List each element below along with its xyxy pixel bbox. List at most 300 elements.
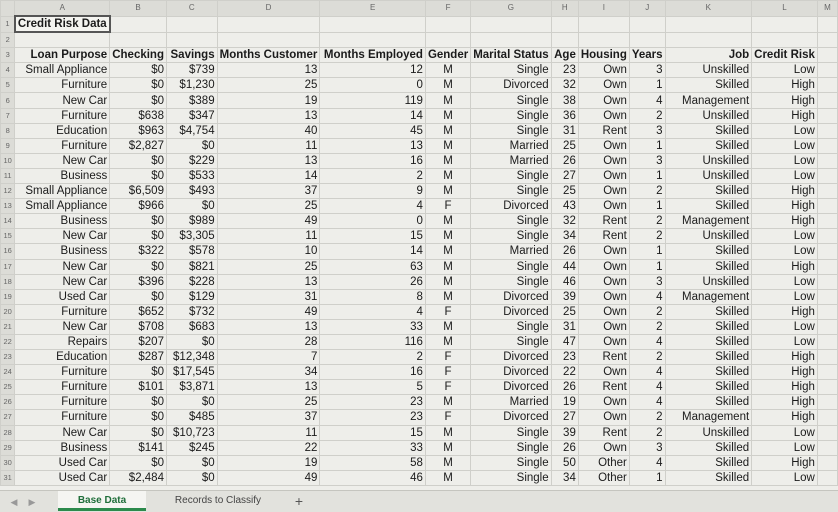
row-number[interactable]: 31 [1,470,15,485]
cell-age[interactable]: 26 [551,440,578,455]
cell-savings[interactable]: $739 [166,63,217,78]
cell-months-employed[interactable]: 33 [320,440,426,455]
cell-age[interactable]: 25 [551,184,578,199]
cell-marital-status[interactable]: Single [471,184,551,199]
cell-age[interactable]: 39 [551,425,578,440]
cell-savings[interactable]: $229 [166,153,217,168]
cell[interactable] [817,304,837,319]
cell-marital-status[interactable]: Single [471,168,551,183]
cell-years[interactable]: 2 [629,304,665,319]
cell-months-employed[interactable]: 116 [320,334,426,349]
cell-gender[interactable]: M [425,153,470,168]
header-cell[interactable]: Years [629,48,665,63]
column-header[interactable]: K [665,1,752,17]
cell-savings[interactable]: $683 [166,319,217,334]
cell-job[interactable]: Skilled [665,123,752,138]
cell-years[interactable]: 1 [629,199,665,214]
cell-gender[interactable]: F [425,350,470,365]
header-cell[interactable]: Credit Risk [752,48,818,63]
cell-age[interactable]: 25 [551,304,578,319]
cell[interactable] [320,32,426,48]
cell-savings[interactable]: $821 [166,259,217,274]
cell-marital-status[interactable]: Married [471,244,551,259]
cell-loan-purpose[interactable]: New Car [15,319,110,334]
header-cell[interactable]: Marital Status [471,48,551,63]
cell-job[interactable]: Skilled [665,244,752,259]
cell-credit-risk[interactable]: High [752,380,818,395]
cell-gender[interactable]: F [425,199,470,214]
cell-months-employed[interactable]: 16 [320,153,426,168]
cell-months-customer[interactable]: 13 [217,108,320,123]
cell-marital-status[interactable]: Divorced [471,199,551,214]
row-number[interactable]: 25 [1,380,15,395]
cell[interactable] [817,153,837,168]
cell-loan-purpose[interactable]: New Car [15,274,110,289]
cell-months-customer[interactable]: 13 [217,380,320,395]
cell-savings[interactable]: $10,723 [166,425,217,440]
cell-months-employed[interactable]: 119 [320,93,426,108]
cell-years[interactable]: 1 [629,259,665,274]
cell-marital-status[interactable]: Single [471,108,551,123]
cell-months-customer[interactable]: 13 [217,63,320,78]
cell-marital-status[interactable]: Divorced [471,350,551,365]
cell-months-customer[interactable]: 19 [217,93,320,108]
cell-job[interactable]: Unskilled [665,63,752,78]
cell-checking[interactable]: $2,484 [110,470,167,485]
cell-years[interactable]: 1 [629,244,665,259]
cell-loan-purpose[interactable]: Education [15,123,110,138]
cell-checking[interactable]: $963 [110,123,167,138]
cell-housing[interactable]: Own [578,319,629,334]
cell-savings[interactable]: $228 [166,274,217,289]
cell-housing[interactable]: Own [578,410,629,425]
cell-gender[interactable]: M [425,455,470,470]
cell-months-employed[interactable]: 2 [320,350,426,365]
cell-housing[interactable]: Rent [578,229,629,244]
cell-savings[interactable]: $0 [166,395,217,410]
cell-checking[interactable]: $0 [110,395,167,410]
cell-gender[interactable]: M [425,470,470,485]
cell-job[interactable]: Skilled [665,138,752,153]
row-number[interactable]: 15 [1,229,15,244]
cell-months-employed[interactable]: 14 [320,108,426,123]
cell-savings[interactable]: $485 [166,410,217,425]
cell-job[interactable]: Skilled [665,380,752,395]
cell-credit-risk[interactable]: High [752,350,818,365]
row-number[interactable]: 24 [1,365,15,380]
cell-savings[interactable]: $0 [166,334,217,349]
cell-marital-status[interactable]: Single [471,93,551,108]
cell[interactable] [471,32,551,48]
cell[interactable] [217,16,320,32]
cell-marital-status[interactable]: Divorced [471,304,551,319]
header-cell[interactable]: Age [551,48,578,63]
row-number[interactable]: 28 [1,425,15,440]
cell-housing[interactable]: Other [578,470,629,485]
cell-age[interactable]: 25 [551,138,578,153]
header-cell[interactable]: Housing [578,48,629,63]
cell-loan-purpose[interactable]: Repairs [15,334,110,349]
cell-months-employed[interactable]: 0 [320,214,426,229]
row-number[interactable]: 23 [1,350,15,365]
cell[interactable] [551,32,578,48]
cell-job[interactable]: Unskilled [665,168,752,183]
cell-savings[interactable]: $3,871 [166,380,217,395]
cell-marital-status[interactable]: Divorced [471,380,551,395]
cell-marital-status[interactable]: Single [471,63,551,78]
cell[interactable] [425,32,470,48]
cell-job[interactable]: Skilled [665,365,752,380]
cell[interactable] [817,78,837,93]
select-all-corner[interactable] [1,1,15,17]
cell-age[interactable]: 26 [551,380,578,395]
cell-savings[interactable]: $1,230 [166,78,217,93]
cell-gender[interactable]: M [425,440,470,455]
cell-housing[interactable]: Own [578,274,629,289]
header-cell[interactable]: Loan Purpose [15,48,110,63]
cell-years[interactable]: 1 [629,138,665,153]
cell[interactable] [817,425,837,440]
cell[interactable] [110,16,167,32]
cell[interactable] [817,108,837,123]
sheet-title-cell[interactable]: Credit Risk Data [15,16,110,32]
cell-credit-risk[interactable]: Low [752,229,818,244]
cell-housing[interactable]: Rent [578,123,629,138]
cell[interactable] [110,32,167,48]
cell-housing[interactable]: Rent [578,380,629,395]
cell-housing[interactable]: Own [578,184,629,199]
cell-months-employed[interactable]: 46 [320,470,426,485]
cell-credit-risk[interactable]: Low [752,168,818,183]
cell-age[interactable]: 36 [551,108,578,123]
cell-gender[interactable]: M [425,168,470,183]
row-number[interactable]: 6 [1,93,15,108]
row-number[interactable]: 22 [1,334,15,349]
cell-savings[interactable]: $0 [166,138,217,153]
cell-age[interactable]: 34 [551,470,578,485]
cell-age[interactable]: 32 [551,78,578,93]
cell-job[interactable]: Skilled [665,334,752,349]
cell-gender[interactable]: M [425,184,470,199]
cell-years[interactable]: 4 [629,455,665,470]
cell[interactable] [578,32,629,48]
cell-checking[interactable]: $0 [110,410,167,425]
cell-months-employed[interactable]: 4 [320,304,426,319]
cell-age[interactable]: 31 [551,319,578,334]
column-header[interactable]: E [320,1,426,17]
cell-credit-risk[interactable]: Low [752,63,818,78]
cell-loan-purpose[interactable]: Furniture [15,138,110,153]
cell-marital-status[interactable]: Single [471,123,551,138]
cell-job[interactable]: Skilled [665,259,752,274]
cell-loan-purpose[interactable]: Business [15,168,110,183]
cell-checking[interactable]: $141 [110,440,167,455]
cell[interactable] [817,274,837,289]
cell-housing[interactable]: Rent [578,425,629,440]
cell-age[interactable]: 47 [551,334,578,349]
cell-marital-status[interactable]: Single [471,334,551,349]
cell[interactable] [320,16,426,32]
cell-job[interactable]: Skilled [665,395,752,410]
cell-credit-risk[interactable]: Low [752,319,818,334]
cell-marital-status[interactable]: Single [471,214,551,229]
cell-credit-risk[interactable]: Low [752,425,818,440]
row-number[interactable]: 13 [1,199,15,214]
cell-age[interactable]: 43 [551,199,578,214]
row-number[interactable]: 27 [1,410,15,425]
cell-gender[interactable]: M [425,274,470,289]
cell-checking[interactable]: $396 [110,274,167,289]
cell-months-customer[interactable]: 7 [217,350,320,365]
cell-housing[interactable]: Own [578,78,629,93]
cell-months-employed[interactable]: 58 [320,455,426,470]
cell-savings[interactable]: $12,348 [166,350,217,365]
row-number[interactable]: 5 [1,78,15,93]
cell-age[interactable]: 26 [551,244,578,259]
cell-months-customer[interactable]: 11 [217,138,320,153]
cell-savings[interactable]: $0 [166,199,217,214]
cell-savings[interactable]: $0 [166,455,217,470]
header-cell[interactable]: Months Employed [320,48,426,63]
cell-years[interactable]: 2 [629,425,665,440]
row-number[interactable]: 16 [1,244,15,259]
cell[interactable] [817,319,837,334]
cell-marital-status[interactable]: Single [471,259,551,274]
cell-checking[interactable]: $0 [110,455,167,470]
cell-credit-risk[interactable]: Low [752,138,818,153]
cell-months-customer[interactable]: 49 [217,470,320,485]
cell-months-customer[interactable]: 19 [217,455,320,470]
cell-months-employed[interactable]: 15 [320,229,426,244]
cell[interactable] [665,16,752,32]
cell-age[interactable]: 23 [551,63,578,78]
cell-checking[interactable]: $966 [110,199,167,214]
cell-credit-risk[interactable]: Low [752,440,818,455]
cell[interactable] [817,455,837,470]
cell[interactable] [752,32,818,48]
cell-marital-status[interactable]: Married [471,395,551,410]
cell-loan-purpose[interactable]: Used Car [15,470,110,485]
cell[interactable] [817,259,837,274]
cell-months-customer[interactable]: 31 [217,289,320,304]
cell-years[interactable]: 2 [629,229,665,244]
cell-housing[interactable]: Own [578,244,629,259]
cell[interactable] [425,16,470,32]
column-header[interactable]: C [166,1,217,17]
cell-job[interactable]: Skilled [665,199,752,214]
column-header[interactable]: I [578,1,629,17]
cell-housing[interactable]: Own [578,304,629,319]
cell-housing[interactable]: Own [578,395,629,410]
row-number[interactable]: 10 [1,153,15,168]
cell-job[interactable]: Skilled [665,350,752,365]
cell-gender[interactable]: M [425,63,470,78]
row-number[interactable]: 11 [1,168,15,183]
cell[interactable] [817,199,837,214]
cell-loan-purpose[interactable]: Used Car [15,455,110,470]
cell-gender[interactable]: M [425,289,470,304]
cell-months-customer[interactable]: 22 [217,440,320,455]
cell-loan-purpose[interactable]: Small Appliance [15,184,110,199]
cell-job[interactable]: Skilled [665,78,752,93]
cell-marital-status[interactable]: Married [471,153,551,168]
cell-marital-status[interactable]: Single [471,440,551,455]
cell-checking[interactable]: $0 [110,63,167,78]
cell-months-employed[interactable]: 14 [320,244,426,259]
cell[interactable] [817,244,837,259]
cell-marital-status[interactable]: Divorced [471,365,551,380]
cell-marital-status[interactable]: Single [471,274,551,289]
cell-marital-status[interactable]: Single [471,229,551,244]
row-number[interactable]: 8 [1,123,15,138]
cell-credit-risk[interactable]: High [752,93,818,108]
column-header[interactable]: G [471,1,551,17]
cell-housing[interactable]: Own [578,153,629,168]
cell-job[interactable]: Management [665,410,752,425]
cell-gender[interactable]: M [425,229,470,244]
cell[interactable] [817,63,837,78]
cell-age[interactable]: 34 [551,229,578,244]
row-number[interactable]: 2 [1,32,15,48]
cell[interactable] [817,214,837,229]
header-cell[interactable]: Months Customer [217,48,320,63]
cell[interactable] [629,32,665,48]
cell-housing[interactable]: Own [578,289,629,304]
cell-job[interactable]: Unskilled [665,274,752,289]
cell-housing[interactable]: Own [578,199,629,214]
cell-credit-risk[interactable]: Low [752,274,818,289]
cell-years[interactable]: 3 [629,274,665,289]
cell-credit-risk[interactable]: High [752,259,818,274]
cell-credit-risk[interactable]: Low [752,289,818,304]
cell-loan-purpose[interactable]: Small Appliance [15,63,110,78]
cell-months-customer[interactable]: 25 [217,199,320,214]
cell-months-customer[interactable]: 13 [217,153,320,168]
cell-housing[interactable]: Rent [578,350,629,365]
cell-months-employed[interactable]: 26 [320,274,426,289]
cell-months-employed[interactable]: 23 [320,395,426,410]
cell[interactable] [166,16,217,32]
row-number[interactable]: 4 [1,63,15,78]
cell-months-employed[interactable]: 0 [320,78,426,93]
cell-checking[interactable]: $0 [110,168,167,183]
cell-years[interactable]: 1 [629,168,665,183]
cell-loan-purpose[interactable]: Furniture [15,410,110,425]
cell-housing[interactable]: Own [578,259,629,274]
cell-gender[interactable]: M [425,138,470,153]
cell[interactable] [166,32,217,48]
cell-months-employed[interactable]: 33 [320,319,426,334]
row-number[interactable]: 1 [1,16,15,32]
cell-months-employed[interactable]: 5 [320,380,426,395]
cell-months-customer[interactable]: 28 [217,334,320,349]
cell-months-employed[interactable]: 12 [320,63,426,78]
cell-years[interactable]: 3 [629,63,665,78]
cell-months-customer[interactable]: 13 [217,274,320,289]
column-header[interactable]: A [15,1,110,17]
cell-age[interactable]: 22 [551,365,578,380]
cell-savings[interactable]: $732 [166,304,217,319]
cell-months-customer[interactable]: 49 [217,304,320,319]
cell-age[interactable]: 32 [551,214,578,229]
cell-gender[interactable]: M [425,334,470,349]
cell-housing[interactable]: Own [578,168,629,183]
cell-months-employed[interactable]: 2 [320,168,426,183]
cell-loan-purpose[interactable]: Business [15,214,110,229]
row-number[interactable]: 26 [1,395,15,410]
cell-credit-risk[interactable]: High [752,214,818,229]
cell[interactable] [817,32,837,48]
cell-months-customer[interactable]: 10 [217,244,320,259]
cell-years[interactable]: 2 [629,410,665,425]
cell-savings[interactable]: $389 [166,93,217,108]
cell-loan-purpose[interactable]: Furniture [15,380,110,395]
row-number[interactable]: 3 [1,48,15,63]
cell[interactable] [817,16,837,32]
cell-checking[interactable]: $638 [110,108,167,123]
cell[interactable] [217,32,320,48]
cell-savings[interactable]: $0 [166,470,217,485]
cell[interactable] [752,16,818,32]
cell-marital-status[interactable]: Divorced [471,289,551,304]
cell-months-customer[interactable]: 25 [217,259,320,274]
cell[interactable] [817,440,837,455]
cell-gender[interactable]: M [425,425,470,440]
cell-checking[interactable]: $322 [110,244,167,259]
cell-years[interactable]: 2 [629,108,665,123]
cell-checking[interactable]: $0 [110,93,167,108]
column-header[interactable]: M [817,1,837,17]
cell-checking[interactable]: $0 [110,78,167,93]
cell-checking[interactable]: $0 [110,214,167,229]
cell-savings[interactable]: $533 [166,168,217,183]
cell-gender[interactable]: M [425,244,470,259]
cell-years[interactable]: 2 [629,184,665,199]
cell-job[interactable]: Unskilled [665,229,752,244]
cell-job[interactable]: Unskilled [665,425,752,440]
cell-job[interactable]: Skilled [665,470,752,485]
cell-housing[interactable]: Own [578,334,629,349]
row-number[interactable]: 18 [1,274,15,289]
cell-age[interactable]: 27 [551,410,578,425]
cell-credit-risk[interactable]: Low [752,123,818,138]
cell-checking[interactable]: $708 [110,319,167,334]
cell-savings[interactable]: $4,754 [166,123,217,138]
cell[interactable] [817,350,837,365]
row-number[interactable]: 12 [1,184,15,199]
cell-housing[interactable]: Own [578,108,629,123]
cell[interactable] [817,395,837,410]
cell-years[interactable]: 1 [629,78,665,93]
row-number[interactable]: 17 [1,259,15,274]
cell[interactable] [817,365,837,380]
cell-gender[interactable]: M [425,78,470,93]
cell-months-employed[interactable]: 4 [320,199,426,214]
cell-job[interactable]: Management [665,93,752,108]
cell-checking[interactable]: $0 [110,425,167,440]
cell-credit-risk[interactable]: High [752,199,818,214]
cell-loan-purpose[interactable]: Business [15,244,110,259]
column-header[interactable]: D [217,1,320,17]
cell-age[interactable]: 26 [551,153,578,168]
cell-gender[interactable]: F [425,380,470,395]
cell-credit-risk[interactable]: Low [752,334,818,349]
cell-savings[interactable]: $17,545 [166,365,217,380]
cell-loan-purpose[interactable]: New Car [15,153,110,168]
cell-age[interactable]: 39 [551,289,578,304]
cell-savings[interactable]: $989 [166,214,217,229]
cell-job[interactable]: Unskilled [665,108,752,123]
